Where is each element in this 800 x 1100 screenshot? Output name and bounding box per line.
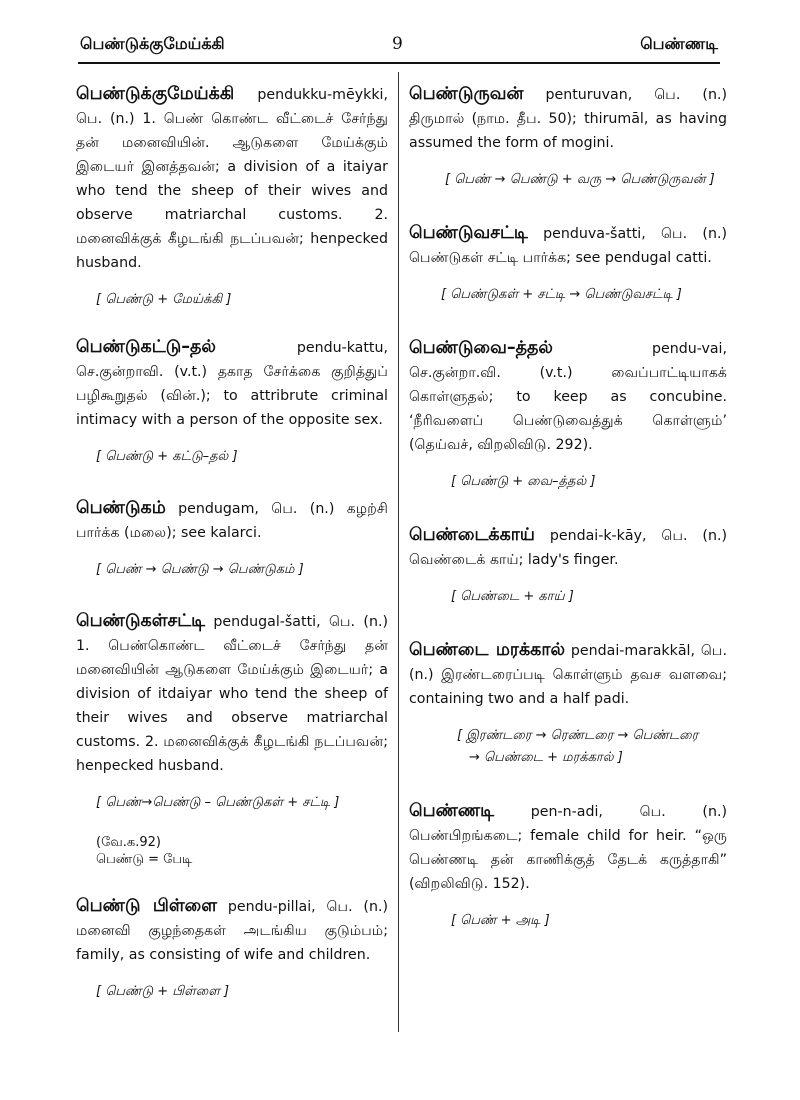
right-column [409, 82, 727, 932]
entry-body [409, 82, 727, 155]
dictionary-entry [76, 496, 388, 581]
dictionary-entry [76, 335, 388, 468]
headword: பெண்டைக்காய் [409, 525, 535, 545]
entry-definition: penturuvan, பெ. (n.) திருமால் (நாம. தீப. 50); thirumāl, as having assumed the form of mogini. [409, 87, 727, 151]
dictionary-entry [409, 336, 727, 493]
headword: பெண்டுருவன் [409, 84, 524, 104]
etymology-line-1: [ இரண்டரை → ரெண்டரை → பெண்டரை [457, 728, 699, 743]
reference-source: (வே.க.92) [96, 835, 161, 850]
dictionary-entry [76, 609, 388, 868]
entry-body [76, 335, 388, 432]
headword: பெண்டுகட்டு–தல் [76, 337, 216, 357]
dictionary-entry [409, 799, 727, 932]
etymology: [ பெண்டு + பிள்ளை ] [96, 984, 230, 999]
dictionary-entry [76, 894, 388, 1003]
etymology: [ பெண்டு + மேய்க்கி ] [96, 292, 232, 307]
entry-body [409, 523, 727, 572]
entry-definition: pendu-pillai, பெ. (n.) மனைவி குழந்தைகள் அடங்கிய குடும்பம்; family, as consisting of wife and children. [76, 899, 389, 963]
header-rule [78, 62, 720, 64]
etymology: [ பெண்டை + காய் ] [451, 589, 574, 604]
etymology: [ பெண் → பெண்டு + வரு → பெண்டுருவன் ] [445, 172, 715, 187]
entry-definition: pendukku-mēykki, பெ. (n.) 1. பெண் கொண்ட வீட்டைச் சேர்ந்து தன் மனைவியின். ஆடுகளை மேய்க்கும் இடையர் இனத்தவன்; a division of a itaiyar who tend the sheep of their wives and observe matriarchal customs. 2. மனைவிக்குக் கீழடங்கி நடப்பவன்; henpecked husband. [76, 87, 388, 271]
etymology: [ பெண்→பெண்டு – பெண்டுகள் + சட்டி ] [96, 795, 340, 810]
etymology: [ பெண் + அடி ] [451, 913, 550, 928]
entry-definition: pendu-vai, செ.குன்றா.வி. (v.t.) வைப்பாட்டியாகக் கொள்ளுதல்; to keep as concubine. ‘நீரிவளைப் பெண்டுவைத்துக் கொள்ளும்’ (தெய்வச், விறலிவிடு. 292). [409, 341, 727, 453]
headword: பெண்டுவசட்டி [409, 223, 528, 243]
entry-body [76, 894, 388, 967]
entry-definition: pen-n-adi, பெ. (n.) பெண்பிறங்கடை; female child for heir. “ஒரு பெண்ணடி தன் காணிக்குத் தேடக் கருத்தாகி” (விறலிவிடு. 152). [409, 804, 727, 892]
etymology [457, 725, 727, 769]
page-number: 9 [392, 34, 403, 54]
running-head-right: பெண்ணடி [640, 34, 718, 53]
etymology-line-2: → பெண்டை + மரக்கால் ] [469, 750, 623, 765]
dictionary-entry [409, 221, 727, 306]
entry-definition: pendugal-šatti, பெ. (n.) 1. பெண்கொண்ட வீட்டைச் சேர்ந்து தன் மனைவியின் ஆடுகளை மேய்க்கும் இடையர்; a division of itdaiyar who tend the sheep of their wives and observe matriarchal customs. 2. மனைவிக்குக் கீழடங்கி நடப்பவன்; henpecked husband. [76, 614, 388, 774]
entry-definition: pendai-k-kāy, பெ. (n.) வெண்டைக் காய்; lady's finger. [409, 528, 727, 568]
etymology: [ பெண்டு + வை–த்தல் ] [451, 474, 596, 489]
entry-body [409, 638, 727, 711]
running-head-left: பெண்டுக்குமேய்க்கி [80, 34, 225, 53]
headword: பெண்டுகள்சட்டி [76, 611, 206, 631]
entry-definition: penduva-šatti, பெ. (n.) பெண்டுகள் சட்டி பார்க்க; see pendugal catti. [409, 226, 727, 266]
reference-equation: பெண்டு = பேடி [96, 852, 193, 867]
dictionary-entry [409, 82, 727, 191]
dictionary-entry [76, 82, 388, 311]
headword: பெண்டை மரக்கால் [409, 640, 566, 660]
reference-note [96, 834, 388, 868]
entry-body [76, 496, 388, 545]
headword: பெண்டு பிள்ளை [76, 896, 218, 916]
entry-body [409, 221, 727, 270]
headword: பெண்டுகம் [76, 498, 166, 518]
entry-definition: pendu-kattu, செ.குன்றாவி. (v.t.) தகாத சேர்க்கை குறித்துப் பழிகூறுதல் (வின்.); to attribrute criminal intimacy with a person of the opposite sex. [76, 340, 388, 428]
entry-definition: pendugam, பெ. (n.) கழற்சி பார்க்க (மலை); see kalarci. [76, 501, 388, 541]
headword: பெண்டுக்குமேய்க்கி [76, 84, 235, 104]
headword: பெண்டுவை–த்தல் [409, 338, 553, 358]
headword: பெண்ணடி [409, 801, 495, 821]
entry-definition: pendai-marakkāl, பெ. (n.) இரண்டரைப்படி கொள்ளும் தவச வளவை; containing two and a half padi. [409, 643, 727, 707]
etymology: [ பெண் → பெண்டு → பெண்டுகம் ] [96, 562, 304, 577]
etymology: [ பெண்டு + கட்டு–தல் ] [96, 449, 238, 464]
dictionary-entry [409, 523, 727, 608]
entry-body [409, 799, 727, 896]
left-column [76, 82, 388, 1003]
etymology: [ பெண்டுகள் + சட்டி → பெண்டுவசட்டி ] [441, 287, 682, 302]
entry-body [409, 336, 727, 457]
dictionary-entry [409, 638, 727, 769]
column-divider [398, 72, 399, 1032]
entry-body [76, 82, 388, 275]
entry-body [76, 609, 388, 778]
